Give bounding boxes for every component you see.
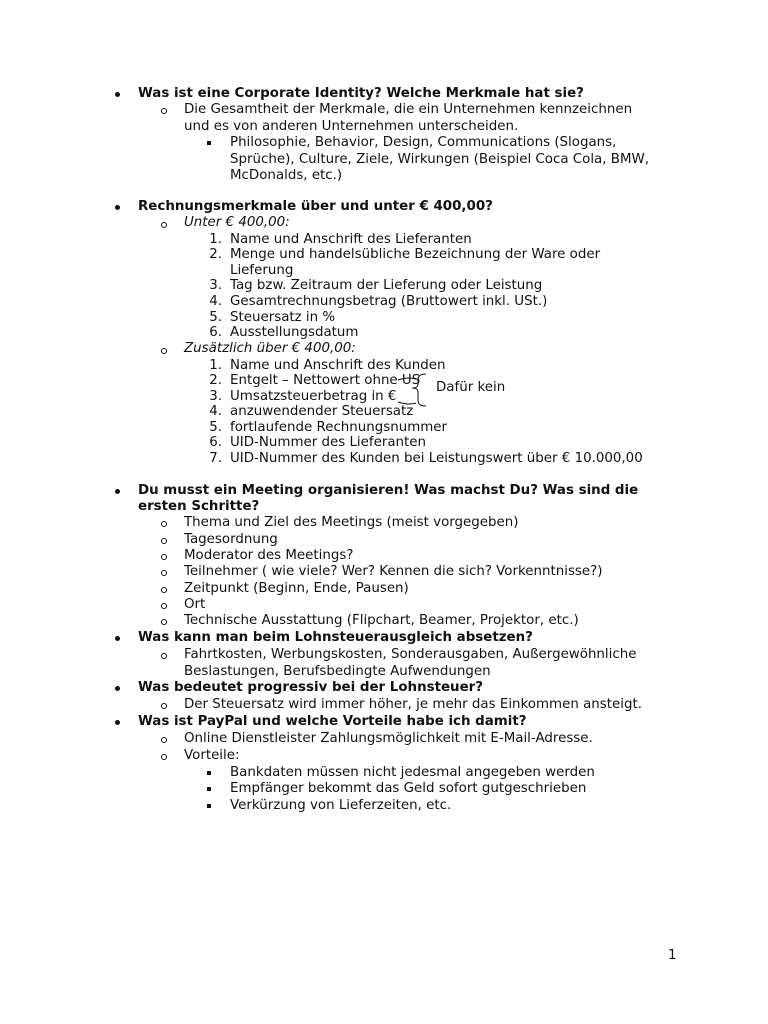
list-item: Teilnehmer ( wie viele? Wer? Kennen die sich? Vorkenntnisse?)	[184, 564, 603, 579]
list-number: 1.	[209, 232, 222, 247]
list-item: Gesamtrechnungsbetrag (Bruttowert inkl. USt.)	[230, 294, 548, 309]
circle-bullet-icon	[161, 603, 167, 609]
bullet-icon	[115, 636, 120, 641]
circle-bullet-icon	[161, 348, 167, 354]
circle-bullet-icon	[161, 108, 167, 114]
list-number: 5.	[209, 310, 222, 325]
heading-lohnsteuerausgleich: Was kann man beim Lohnsteuerausgleich absetzen?	[138, 630, 533, 645]
heading-meeting-line1: Du musst ein Meeting organisieren! Was machst Du? Was sind die	[138, 483, 639, 498]
sub-title-unter: Unter € 400,00:	[184, 215, 290, 230]
answer-line1: Der Steuersatz wird immer höher, je mehr das Einkommen ansteigt.	[184, 697, 642, 712]
list-item: Name und Anschrift des Kunden	[230, 358, 446, 373]
list-number: 6.	[209, 325, 222, 340]
bullet-icon	[115, 686, 120, 691]
ci-definition-line2: und es von anderen Unternehmen unterscheiden.	[184, 119, 519, 134]
square-bullet-icon	[207, 141, 211, 145]
list-number: 2.	[209, 247, 222, 262]
ci-definition-line1: Die Gesamtheit der Merkmale, die ein Unternehmen kennzeichnen	[184, 102, 633, 117]
list-item: anzuwendender Steuersatz	[230, 404, 414, 419]
list-number: 2.	[209, 373, 222, 388]
square-bullet-icon	[207, 804, 211, 808]
list-number: 7.	[209, 451, 222, 466]
answer-line1: Fahrtkosten, Werbungskosten, Sonderausgaben, Außergewöhnliche	[184, 647, 637, 662]
list-item: UID-Nummer des Kunden bei Leistungswert über € 10.000,00	[230, 451, 643, 466]
circle-bullet-icon	[161, 538, 167, 544]
heading-rechnungsmerkmale: Rechnungsmerkmale über und unter € 400,00?	[138, 199, 493, 214]
list-number: 6.	[209, 435, 222, 450]
bullet-icon	[115, 92, 120, 97]
answer-line2: Beslastungen, Berufsbedingte Aufwendungen	[184, 664, 491, 679]
ci-detail-line3: McDonalds, etc.)	[230, 168, 343, 183]
list-item: Moderator des Meetings?	[184, 548, 354, 563]
circle-bullet-icon	[161, 587, 167, 593]
heading-corporate-identity: Was ist eine Corporate Identity? Welche Merkmale hat sie?	[138, 86, 584, 101]
list-number: 4.	[209, 294, 222, 309]
circle-bullet-icon	[161, 521, 167, 527]
circle-bullet-icon	[161, 619, 167, 625]
circle-bullet-icon	[161, 754, 167, 760]
ci-detail-line1: Philosophie, Behavior, Design, Communications (Slogans,	[230, 135, 617, 150]
list-item: UID-Nummer des Lieferanten	[230, 435, 427, 450]
list-number: 1.	[209, 358, 222, 373]
list-item: Name und Anschrift des Lieferanten	[230, 232, 472, 247]
page-number: 1	[668, 948, 677, 963]
list-item: Steuersatz in %	[230, 310, 336, 325]
square-bullet-icon	[207, 787, 211, 791]
list-item: Entgelt – Nettowert ohne US	[230, 373, 421, 388]
list-item: Umsatzsteuerbetrag in €	[230, 389, 397, 404]
bullet-icon	[115, 205, 120, 210]
list-number: 4.	[209, 404, 222, 419]
list-number: 3.	[209, 389, 222, 404]
list-item: fortlaufende Rechnungsnummer	[230, 420, 448, 435]
list-item: Verkürzung von Lieferzeiten, etc.	[230, 798, 452, 813]
sub-title-zusaetzlich: Zusätzlich über € 400,00:	[184, 341, 356, 356]
list-item: Tag bzw. Zeitraum der Lieferung oder Leistung	[230, 278, 543, 293]
circle-bullet-icon	[161, 653, 167, 659]
list-item: Tagesordnung	[184, 532, 278, 547]
list-item: Ort	[184, 597, 206, 612]
list-number: 3.	[209, 278, 222, 293]
list-item-continued: Lieferung	[230, 263, 294, 278]
list-item: Zeitpunkt (Beginn, Ende, Pausen)	[184, 581, 409, 596]
bullet-icon	[115, 720, 120, 725]
heading-progressiv: Was bedeutet progressiv bei der Lohnsteuer?	[138, 680, 484, 695]
list-item: Thema und Ziel des Meetings (meist vorgegeben)	[184, 515, 519, 530]
list-number: 5.	[209, 420, 222, 435]
ci-detail-line2: Sprüche), Culture, Ziele, Wirkungen (Beispiel Coca Cola, BMW,	[230, 152, 650, 167]
heading-meeting-line2: ersten Schritte?	[138, 499, 260, 514]
circle-bullet-icon	[161, 554, 167, 560]
paypal-item1: Online Dienstleister Zahlungsmöglichkeit mit E-Mail-Adresse.	[184, 731, 593, 746]
list-item: Technische Ausstattung (Flipchart, Beamer, Projektor, etc.)	[184, 613, 579, 628]
list-item: Bankdaten müssen nicht jedesmal angegeben werden	[230, 765, 595, 780]
circle-bullet-icon	[161, 737, 167, 743]
circle-bullet-icon	[161, 570, 167, 576]
square-bullet-icon	[207, 771, 211, 775]
circle-bullet-icon	[161, 222, 167, 228]
curly-brace-icon	[396, 372, 430, 408]
bullet-icon	[115, 489, 120, 494]
brace-note: Dafür kein	[436, 380, 506, 395]
list-item: Ausstellungsdatum	[230, 325, 359, 340]
list-item: Empfänger bekommt das Geld sofort gutgeschrieben	[230, 781, 587, 796]
paypal-item2: Vorteile:	[184, 748, 240, 763]
list-item: Menge und handelsübliche Bezeichnung der Ware oder	[230, 247, 601, 262]
circle-bullet-icon	[161, 703, 167, 709]
heading-paypal: Was ist PayPal und welche Vorteile habe ich damit?	[138, 714, 527, 729]
